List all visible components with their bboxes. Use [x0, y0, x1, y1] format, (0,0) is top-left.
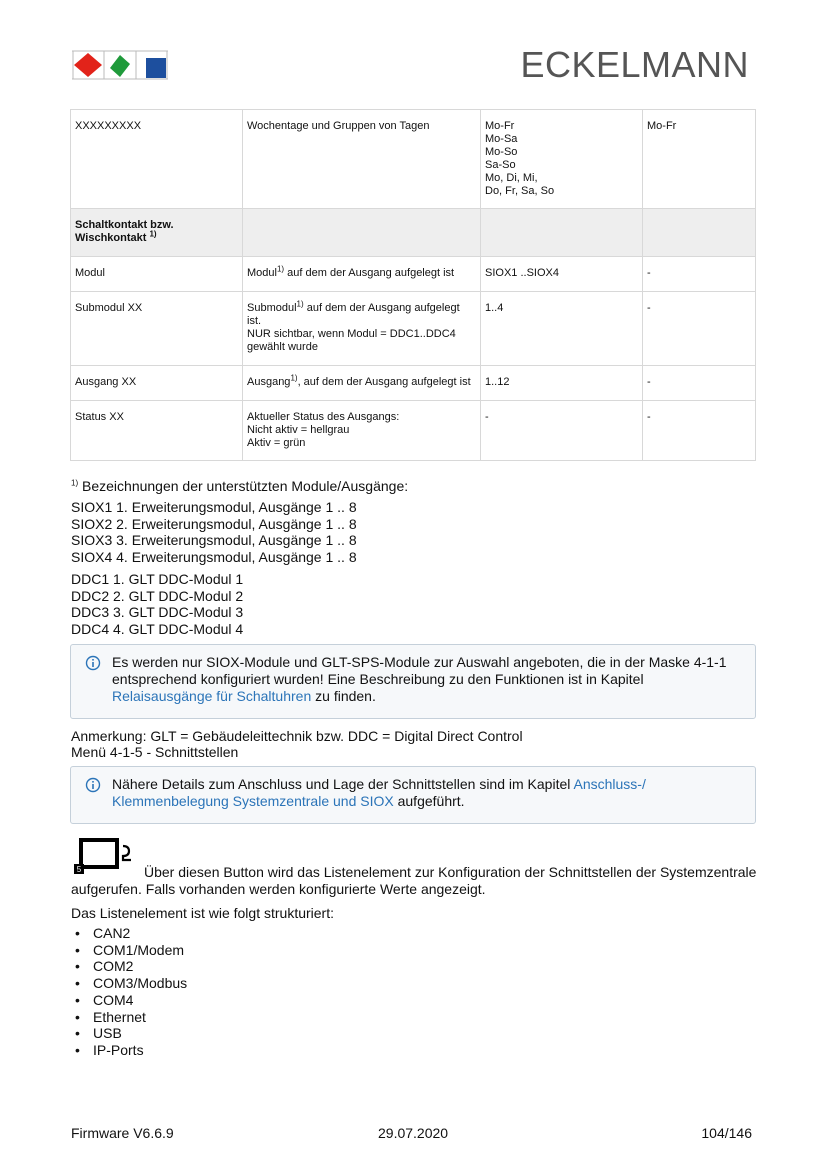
- list-item: SIOX3 3. Erweiterungsmodul, Ausgänge 1 .. 8: [71, 532, 357, 548]
- siox-list: [71, 499, 761, 565]
- table-row: [71, 366, 756, 401]
- cell-values: 1..4: [481, 292, 643, 366]
- menu-title: Menü 4-1-5 - Schnittstellen: [71, 744, 239, 760]
- link-anschluss-klemmenbelegung[interactable]: Anschluss-/ Klemmenbelegung Systemzentrale und SIOX: [112, 776, 646, 809]
- list-item: SIOX4 4. Erweiterungsmodul, Ausgänge 1 .. 8: [71, 548, 357, 565]
- table-row: [71, 401, 756, 461]
- button-description: Über diesen Button wird das Listenelement zur Konfiguration der Schnittstellen der Systemzentrale aufgerufen. Falls vorhanden werden konfigurierte Werte angezeigt.: [71, 864, 757, 897]
- button-icon-number: 5: [76, 865, 82, 874]
- list-item: DDC1 1. GLT DDC-Modul 1: [71, 571, 244, 587]
- list-item: • Ethernet: [73, 1009, 187, 1026]
- cell-description: Modul$^{1)}$ auf dem der Ausgang aufgelegt ist: [243, 257, 481, 292]
- cell-description: Submodul$^{1)}$ auf dem der Ausgang aufgelegt ist. NUR sichtbar, wenn Modul = DDC1..DDC4 gewählt wurde: [243, 292, 481, 366]
- list-item: SIOX1 1. Erweiterungsmodul, Ausgänge 1 .. 8: [71, 499, 357, 515]
- cell-default: -: [643, 401, 756, 461]
- footer-date: 29.07.2020: [378, 1125, 449, 1141]
- eckelmann-logo: [72, 50, 168, 80]
- link-relaisausgaenge[interactable]: Relaisausgänge für Schaltuhren: [112, 688, 312, 704]
- note-text: Es werden nur SIOX-Module und GLT-SPS-Module zur Auswahl angeboten, die in der Maske 4-1-1 entsprechend konfiguriert wurden! Eine Beschreibung zu den Funktionen ist in Kapitel Relaisausgänge für Schaltuhren zu finden.: [112, 654, 727, 704]
- cell-name: Ausgang XX: [71, 366, 243, 401]
- list-item: • COM2: [73, 958, 187, 975]
- cell-description: Ausgang$^{1)}$, auf dem der Ausgang aufgelegt ist: [243, 366, 481, 401]
- cell-values: Mo-Fr Mo-Sa Mo-So Sa-So Mo, Di, Mi, Do, Fr, Sa, So: [481, 110, 643, 209]
- brand-name: ECKELMANN: [520, 44, 749, 85]
- structure-text: Das Listenelement ist wie folgt strukturiert:: [71, 905, 334, 921]
- list-item: SIOX2 2. Erweiterungsmodul, Ausgänge 1 .. 8: [71, 515, 357, 532]
- cell-description: Aktueller Status des Ausgangs: Nicht aktiv = hellgrau Aktiv = grün: [243, 401, 481, 461]
- list-item: • COM3/Modbus: [73, 975, 187, 992]
- cell-name: Status XX: [71, 401, 243, 461]
- table-row: [71, 110, 756, 209]
- table-row: [71, 292, 756, 366]
- cell-name: Submodul XX: [71, 292, 243, 366]
- table-row: [71, 257, 756, 292]
- section-row: [71, 209, 756, 257]
- section-title: Schaltkontakt bzw. Wischkontakt $^{1)}$: [71, 209, 243, 257]
- list-item: • COM4: [73, 992, 187, 1009]
- list-item: • COM1/Modem: [73, 942, 187, 959]
- list-item: DDC4 4. GLT DDC-Modul 4: [71, 620, 244, 637]
- info-icon: [85, 777, 101, 793]
- parameter-table: [70, 109, 756, 461]
- list-item: • USB: [73, 1025, 187, 1042]
- cell-description: Wochentage und Gruppen von Tagen: [243, 110, 481, 209]
- list-item: • CAN2: [73, 925, 187, 942]
- cell-default: -: [643, 366, 756, 401]
- note-text: Nähere Details zum Anschluss und Lage der Schnittstellen sind im Kapitel Anschluss-/ Klemmenbelegung Systemzentrale und SIOX aufgeführt.: [112, 776, 646, 809]
- footer-firmware: Firmware V6.6.9: [71, 1125, 174, 1141]
- info-note: [70, 766, 756, 824]
- cell-values: SIOX1 ..SIOX4: [481, 257, 643, 292]
- cell-default: -: [643, 292, 756, 366]
- info-icon: [85, 655, 101, 671]
- cell-name: Modul: [71, 257, 243, 292]
- cell-values: 1..12: [481, 366, 643, 401]
- remark: Anmerkung: GLT = Gebäudeleittechnik bzw. DDC = Digital Direct Control: [71, 728, 523, 744]
- list-item: DDC3 3. GLT DDC-Modul 3: [71, 604, 244, 620]
- interfaces-list: [73, 925, 187, 1059]
- list-item: • IP-Ports: [73, 1042, 187, 1059]
- cell-values: -: [481, 401, 643, 461]
- info-note: [70, 644, 756, 719]
- cell-default: Mo-Fr: [643, 110, 756, 209]
- ddc-list: [71, 571, 761, 637]
- footnote: $^{1)}$ Bezeichnungen der unterstützten Module/Ausgänge:: [71, 478, 409, 494]
- footer-page: 104/146: [701, 1125, 752, 1141]
- list-item: DDC2 2. GLT DDC-Modul 2: [71, 587, 244, 604]
- cell-name: XXXXXXXXX: [71, 110, 243, 209]
- cell-default: -: [643, 257, 756, 292]
